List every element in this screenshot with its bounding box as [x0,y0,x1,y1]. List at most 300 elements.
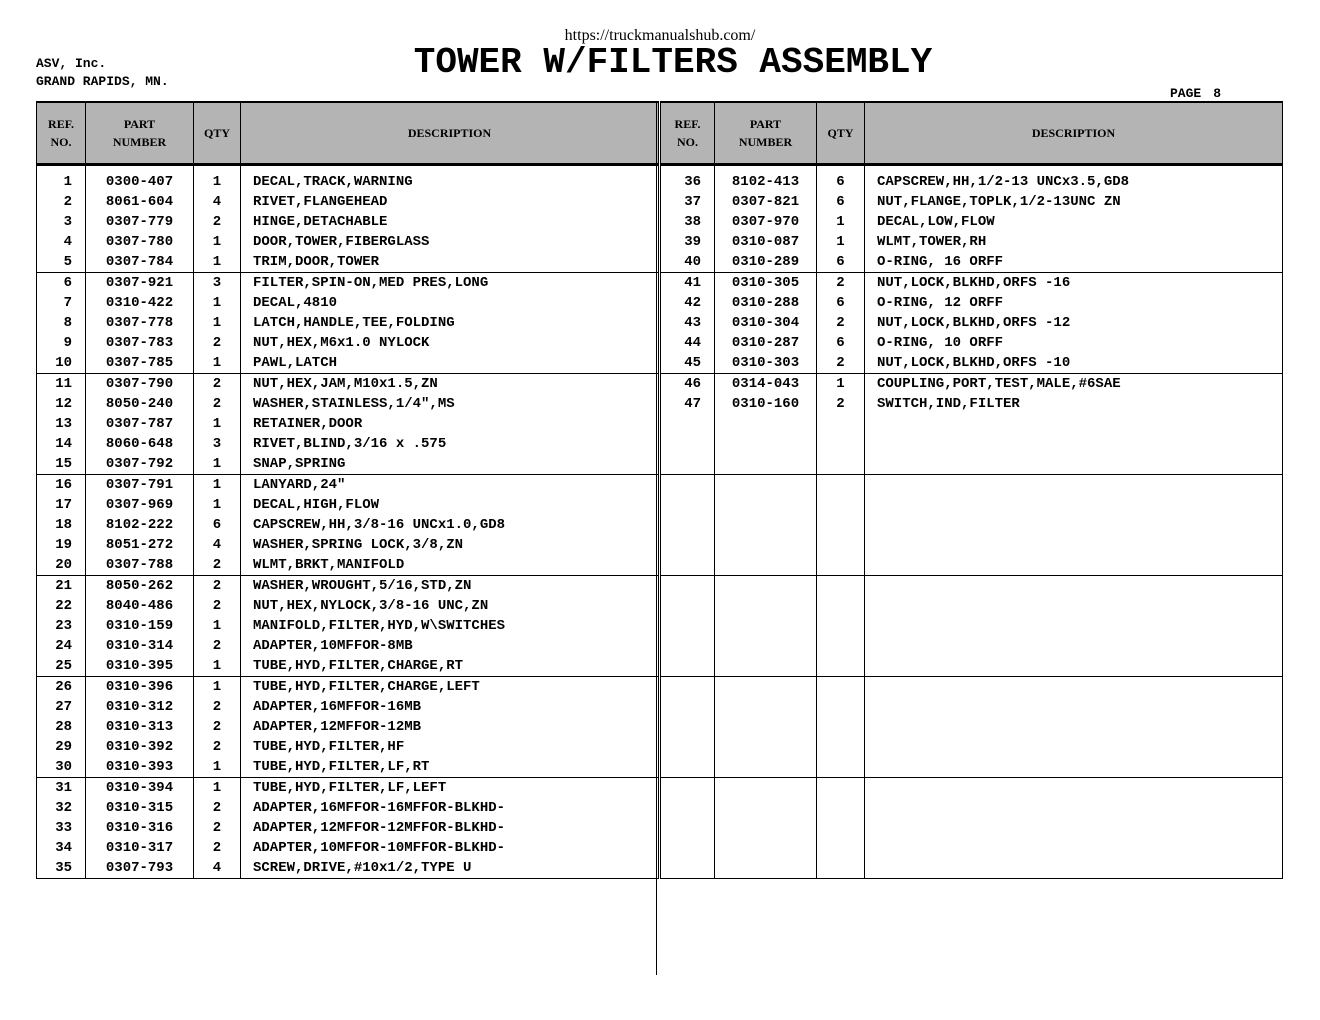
table-row [661,737,1283,757]
qty-cell: 2 [194,576,241,597]
ref-no-cell: 31 [37,778,86,799]
part-number-cell [715,475,817,496]
description-cell [865,434,1283,454]
part-number-cell [715,737,817,757]
part-number-cell: 0310-159 [86,616,194,636]
table-row [661,616,1283,636]
description-cell [865,757,1283,778]
qty-cell: 1 [817,212,865,232]
table-row [661,252,1283,273]
ref-no-cell: 3 [37,212,86,232]
qty-cell [817,515,865,535]
qty-cell: 2 [194,838,241,858]
description-cell: NUT,HEX,JAM,M10x1.5,ZN [241,374,659,395]
part-number-cell: 0310-289 [715,252,817,273]
part-number-cell: 0300-407 [86,172,194,192]
ref-no-cell [661,656,715,677]
ref-no-cell [661,616,715,636]
part-number-cell: 0310-305 [715,273,817,294]
qty-cell: 1 [194,252,241,273]
description-cell: TUBE,HYD,FILTER,CHARGE,RT [241,656,659,677]
ref-no-cell: 4 [37,232,86,252]
part-number-cell [715,798,817,818]
ref-no-cell: 45 [661,353,715,374]
description-cell: TUBE,HYD,FILTER,LF,RT [241,757,659,778]
qty-cell: 4 [194,192,241,212]
description-cell [865,818,1283,838]
table-row [661,798,1283,818]
table-row [37,697,659,717]
description-cell: DECAL,TRACK,WARNING [241,172,659,192]
table-row [661,818,1283,838]
description-cell [865,838,1283,858]
ref-no-cell [661,515,715,535]
description-cell: LATCH,HANDLE,TEE,FOLDING [241,313,659,333]
qty-cell [817,757,865,778]
ref-no-cell: 40 [661,252,715,273]
description-cell: WASHER,STAINLESS,1/4",MS [241,394,659,414]
description-cell: DECAL,LOW,FLOW [865,212,1283,232]
description-cell: NUT,LOCK,BLKHD,ORFS -16 [865,273,1283,294]
qty-cell [817,677,865,698]
description-cell [865,798,1283,818]
qty-cell: 2 [817,273,865,294]
qty-cell [817,454,865,475]
description-cell: NUT,FLANGE,TOPLK,1/2-13UNC ZN [865,192,1283,212]
ref-no-cell: 47 [661,394,715,414]
qty-cell [817,495,865,515]
description-cell: DECAL,HIGH,FLOW [241,495,659,515]
qty-cell [817,636,865,656]
ref-no-cell: 35 [37,858,86,879]
ref-no-cell [661,596,715,616]
description-cell [865,616,1283,636]
description-cell: NUT,LOCK,BLKHD,ORFS -10 [865,353,1283,374]
qty-cell: 6 [817,333,865,353]
parts-body-left [37,165,659,879]
table-row [661,717,1283,737]
qty-cell: 2 [817,394,865,414]
qty-cell [817,414,865,434]
description-cell: CAPSCREW,HH,3/8-16 UNCx1.0,GD8 [241,515,659,535]
part-number-cell [715,838,817,858]
qty-cell: 2 [194,394,241,414]
part-number-cell: 0307-787 [86,414,194,434]
part-number-cell [715,495,817,515]
qty-cell: 2 [194,737,241,757]
qty-cell: 1 [817,232,865,252]
ref-no-cell: 6 [37,273,86,294]
table-row [37,252,659,273]
table-header-row [661,102,1283,165]
table-row [661,232,1283,252]
description-cell: ADAPTER,16MFFOR-16MB [241,697,659,717]
table-row [37,374,659,395]
table-row [37,434,659,454]
qty-cell: 1 [194,313,241,333]
ref-no-cell: 14 [37,434,86,454]
qty-cell: 1 [194,293,241,313]
part-number-cell: 0310-396 [86,677,194,698]
qty-cell: 1 [194,677,241,698]
qty-cell: 3 [194,273,241,294]
qty-cell: 2 [194,798,241,818]
table-row [37,818,659,838]
part-number-cell [715,656,817,677]
table-row [37,333,659,353]
ref-no-cell: 39 [661,232,715,252]
table-row [37,232,659,252]
description-cell: PAWL,LATCH [241,353,659,374]
part-number-cell: 0307-970 [715,212,817,232]
table-header-row [37,102,659,165]
ref-no-cell [661,757,715,778]
ref-no-cell [661,414,715,434]
part-number-cell: 8050-262 [86,576,194,597]
description-cell: DECAL,4810 [241,293,659,313]
qty-cell [817,798,865,818]
ref-no-cell [661,677,715,698]
description-cell: LANYARD,24" [241,475,659,496]
table-row [661,172,1283,192]
qty-cell: 1 [194,232,241,252]
ref-no-cell: 38 [661,212,715,232]
ref-no-cell [661,495,715,515]
description-cell: SWITCH,IND,FILTER [865,394,1283,414]
description-cell: TUBE,HYD,FILTER,HF [241,737,659,757]
description-cell: ADAPTER,16MFFOR-16MFFOR-BLKHD- [241,798,659,818]
qty-cell: 1 [194,778,241,799]
table-row [37,737,659,757]
description-cell: RIVET,BLIND,3/16 x .575 [241,434,659,454]
part-number-cell [715,555,817,576]
ref-no-header: REF. NO. [37,102,86,165]
part-number-cell: 0310-393 [86,757,194,778]
qty-cell [817,838,865,858]
table-row [661,555,1283,576]
part-number-cell [715,757,817,778]
part-number-cell: 0307-783 [86,333,194,353]
description-cell: NUT,LOCK,BLKHD,ORFS -12 [865,313,1283,333]
qty-header: QTY [817,102,865,165]
table-row [37,212,659,232]
table-row [37,838,659,858]
qty-cell: 6 [817,293,865,313]
table-row [37,454,659,475]
ref-no-cell: 33 [37,818,86,838]
qty-cell [817,697,865,717]
part-number-cell: 0314-043 [715,374,817,395]
table-row [37,192,659,212]
description-cell: DOOR,TOWER,FIBERGLASS [241,232,659,252]
part-number-cell: 0307-784 [86,252,194,273]
part-number-cell: 8051-272 [86,535,194,555]
part-number-cell: 0307-788 [86,555,194,576]
part-number-cell: 8040-486 [86,596,194,616]
ref-no-cell: 26 [37,677,86,698]
description-cell: WLMT,TOWER,RH [865,232,1283,252]
qty-cell: 1 [194,656,241,677]
description-cell: CAPSCREW,HH,1/2-13 UNCx3.5,GD8 [865,172,1283,192]
qty-header: QTY [194,102,241,165]
part-number-cell: 0310-303 [715,353,817,374]
part-number-cell: 0310-317 [86,838,194,858]
qty-cell [817,818,865,838]
ref-no-cell [661,737,715,757]
description-cell [865,677,1283,698]
table-row [37,394,659,414]
ref-no-cell: 16 [37,475,86,496]
page-number: 8 [1213,86,1222,101]
qty-cell: 2 [194,374,241,395]
ref-no-cell [661,434,715,454]
qty-cell [817,434,865,454]
spacer-row [37,165,659,173]
part-number-cell: 0307-778 [86,313,194,333]
ref-no-cell: 42 [661,293,715,313]
table-row [661,394,1283,414]
part-number-cell: 0307-969 [86,495,194,515]
qty-cell: 4 [194,858,241,879]
description-cell: COUPLING,PORT,TEST,MALE,#6SAE [865,374,1283,395]
ref-no-cell: 1 [37,172,86,192]
qty-cell: 1 [194,172,241,192]
ref-no-cell: 44 [661,333,715,353]
parts-table-left [36,101,659,879]
ref-no-cell: 29 [37,737,86,757]
table-row [37,798,659,818]
part-number-cell [715,677,817,698]
spacer-row [661,165,1283,173]
part-number-cell: 0307-780 [86,232,194,252]
part-number-cell: 8061-604 [86,192,194,212]
ref-no-cell: 27 [37,697,86,717]
table-row [661,333,1283,353]
ref-no-cell: 37 [661,192,715,212]
ref-no-cell [661,576,715,597]
ref-no-cell: 24 [37,636,86,656]
ref-no-cell [661,475,715,496]
company-location: GRAND RAPIDS, MN. [36,74,169,89]
qty-cell: 2 [817,353,865,374]
ref-no-cell [661,697,715,717]
qty-cell: 2 [817,313,865,333]
part-number-cell: 8102-222 [86,515,194,535]
ref-no-cell: 19 [37,535,86,555]
ref-no-cell [661,717,715,737]
part-number-cell [715,717,817,737]
ref-no-cell: 9 [37,333,86,353]
qty-cell [817,778,865,799]
qty-cell: 2 [194,555,241,576]
qty-cell: 6 [817,252,865,273]
part-number-cell: 0310-287 [715,333,817,353]
description-cell: ADAPTER,10MFFOR-10MFFOR-BLKHD- [241,838,659,858]
description-cell [865,778,1283,799]
table-row [37,858,659,879]
ref-no-cell [661,858,715,879]
description-cell [865,697,1283,717]
ref-no-cell: 28 [37,717,86,737]
description-cell [865,737,1283,757]
table-row [661,778,1283,799]
table-row [37,576,659,597]
part-number-cell: 8060-648 [86,434,194,454]
qty-cell: 1 [817,374,865,395]
description-cell [865,414,1283,434]
page-label: PAGE [1170,86,1202,101]
description-cell [865,636,1283,656]
part-number-cell: 0310-314 [86,636,194,656]
part-number-cell: 0310-160 [715,394,817,414]
part-number-cell: 0310-087 [715,232,817,252]
part-number-cell [715,858,817,879]
description-cell [865,454,1283,475]
ref-no-cell [661,778,715,799]
table-row [661,374,1283,395]
table-row [661,656,1283,677]
qty-cell: 3 [194,434,241,454]
qty-cell: 2 [194,596,241,616]
table-row [37,596,659,616]
description-cell: TUBE,HYD,FILTER,CHARGE,LEFT [241,677,659,698]
description-cell: HINGE,DETACHABLE [241,212,659,232]
part-number-header: PART NUMBER [715,102,817,165]
description-cell: MANIFOLD,FILTER,HYD,W\SWITCHES [241,616,659,636]
table-row [37,656,659,677]
part-number-cell [715,697,817,717]
ref-no-header: REF. NO. [661,102,715,165]
qty-cell: 2 [194,212,241,232]
part-number-cell: 0307-792 [86,454,194,475]
qty-cell: 1 [194,414,241,434]
table-row [661,757,1283,778]
part-number-cell: 0310-288 [715,293,817,313]
qty-cell: 6 [194,515,241,535]
part-number-cell [715,778,817,799]
description-cell: O-RING, 10 ORFF [865,333,1283,353]
ref-no-cell: 8 [37,313,86,333]
description-cell [865,596,1283,616]
column-divider [656,101,657,975]
description-cell: ADAPTER,12MFFOR-12MFFOR-BLKHD- [241,818,659,838]
source-url: https://truckmanualshub.com/ [564,27,756,44]
page-title: TOWER W/FILTERS ASSEMBLY [413,42,933,83]
ref-no-cell: 30 [37,757,86,778]
ref-no-cell: 36 [661,172,715,192]
table-row [661,293,1283,313]
qty-cell [817,555,865,576]
qty-cell [817,656,865,677]
table-row [37,414,659,434]
table-row [661,313,1283,333]
table-row [37,293,659,313]
part-number-cell [715,576,817,597]
ref-no-cell: 18 [37,515,86,535]
table-row [661,858,1283,879]
ref-no-cell: 46 [661,374,715,395]
part-number-cell: 0307-921 [86,273,194,294]
ref-no-cell: 41 [661,273,715,294]
table-row [661,353,1283,374]
description-cell [865,515,1283,535]
qty-cell [817,717,865,737]
table-row [37,475,659,496]
description-cell: ADAPTER,12MFFOR-12MB [241,717,659,737]
description-cell: WLMT,BRKT,MANIFOLD [241,555,659,576]
table-row [661,454,1283,475]
table-row [37,535,659,555]
qty-cell [817,576,865,597]
table-row [661,677,1283,698]
table-row [661,596,1283,616]
qty-cell: 1 [194,353,241,374]
ref-no-cell: 2 [37,192,86,212]
ref-no-cell: 20 [37,555,86,576]
qty-cell: 6 [817,192,865,212]
description-cell [865,535,1283,555]
description-cell: SNAP,SPRING [241,454,659,475]
table-row [661,273,1283,294]
qty-cell [817,535,865,555]
qty-cell: 1 [194,757,241,778]
table-row [661,636,1283,656]
ref-no-cell: 13 [37,414,86,434]
ref-no-cell: 25 [37,656,86,677]
description-cell: O-RING, 16 ORFF [865,252,1283,273]
table-row [37,273,659,294]
part-number-cell: 0310-304 [715,313,817,333]
table-row [37,172,659,192]
ref-no-cell: 23 [37,616,86,636]
table-row [661,838,1283,858]
description-cell [865,475,1283,496]
table-row [37,757,659,778]
qty-cell: 2 [194,717,241,737]
part-number-cell [715,636,817,656]
parts-body-right [661,165,1283,879]
description-cell: SCREW,DRIVE,#10x1/2,TYPE U [241,858,659,879]
description-cell [865,576,1283,597]
description-cell: RETAINER,DOOR [241,414,659,434]
table-row [661,212,1283,232]
ref-no-cell: 34 [37,838,86,858]
ref-no-cell [661,818,715,838]
page-indicator [1170,86,1221,101]
table-row [661,697,1283,717]
qty-cell: 2 [194,333,241,353]
parts-table-right [660,101,1283,879]
table-row [661,192,1283,212]
part-number-cell: 0310-395 [86,656,194,677]
qty-cell [817,858,865,879]
part-number-cell [715,596,817,616]
part-number-cell [715,818,817,838]
part-number-cell: 0307-785 [86,353,194,374]
part-number-cell: 0310-422 [86,293,194,313]
part-number-cell: 0310-312 [86,697,194,717]
ref-no-cell [661,535,715,555]
table-row [37,555,659,576]
qty-cell: 1 [194,454,241,475]
part-number-cell: 0310-394 [86,778,194,799]
description-cell [865,858,1283,879]
table-row [37,778,659,799]
qty-cell: 2 [194,818,241,838]
table-row [661,535,1283,555]
part-number-cell: 8102-413 [715,172,817,192]
description-cell: TUBE,HYD,FILTER,LF,LEFT [241,778,659,799]
